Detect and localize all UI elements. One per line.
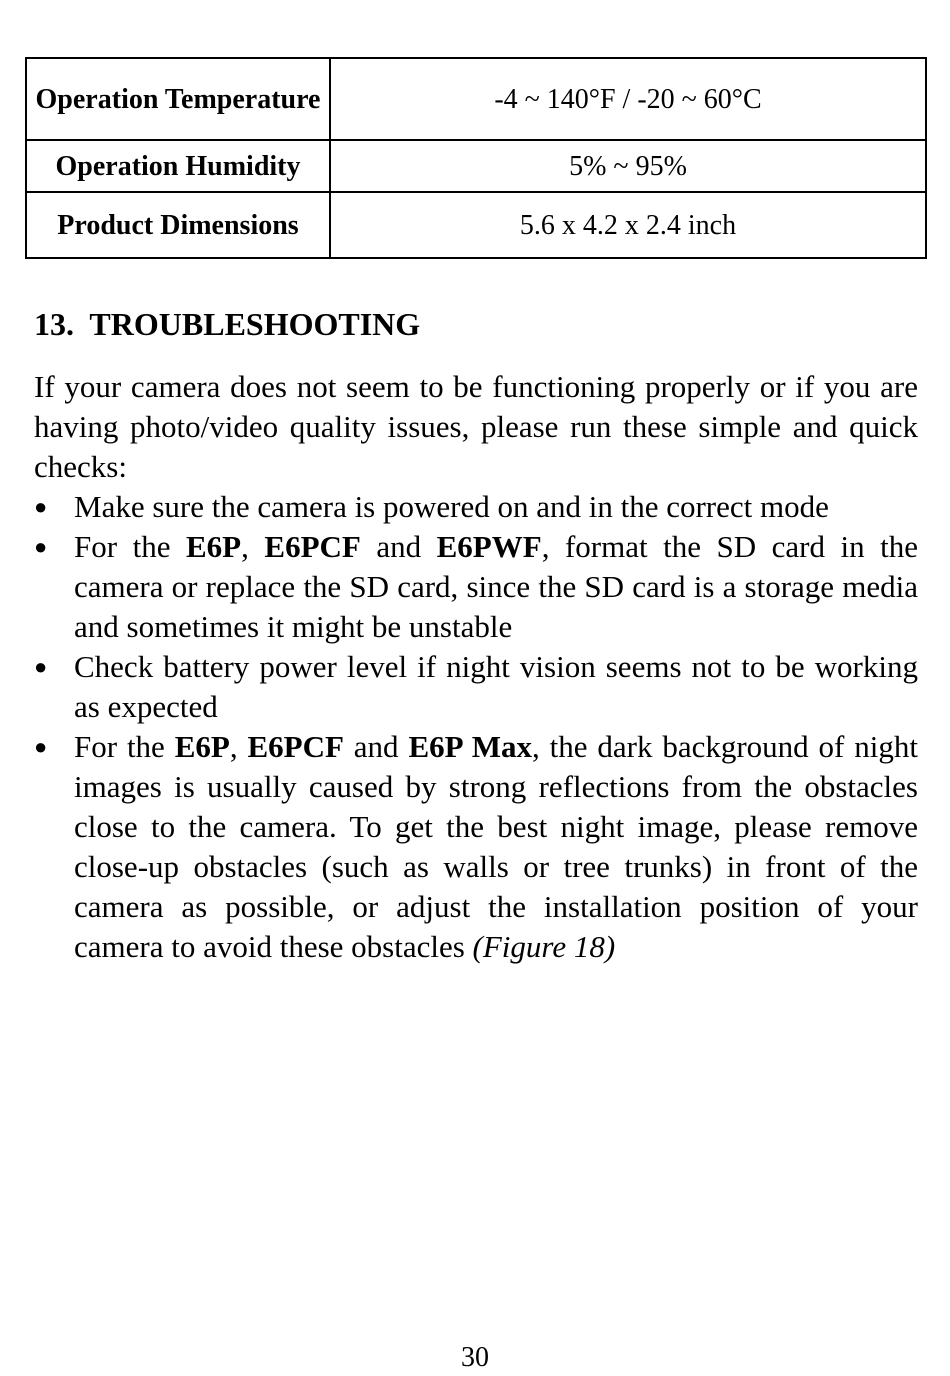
section-number: 13. — [34, 306, 74, 342]
bullet-icon: ● — [34, 734, 48, 759]
spec-label: Operation Temperature — [26, 58, 330, 140]
spec-value: 5.6 x 4.2 x 2.4 inch — [330, 192, 926, 258]
spec-label: Product Dimensions — [26, 192, 330, 258]
troubleshooting-content — [34, 367, 918, 967]
spec-row-product-dimensions — [26, 192, 926, 258]
checks-list — [34, 487, 918, 967]
check-text: Check battery power level if night vision seems not to be working as expected — [74, 649, 918, 724]
list-item — [34, 487, 918, 527]
bullet-icon: ● — [34, 654, 48, 679]
spec-row-operation-humidity — [26, 140, 926, 192]
spec-row-operation-temperature — [26, 58, 926, 140]
model-name: E6P — [174, 729, 230, 764]
section-heading — [34, 304, 420, 344]
list-item — [34, 727, 918, 967]
spec-value: 5% ~ 95% — [330, 140, 926, 192]
specifications-table — [25, 57, 927, 259]
model-name: E6PCF — [264, 529, 361, 564]
check-text: For the E6P, E6PCF and E6P Max, the dark background of night images is usually caused by strong reflections from the obstacles close to the camera. To get the best night image, please remove close-up obstacles (such as walls or tree trunks) in front of the camera as possible, or adjust the installation position of your camera to avoid these obstacles (Figure 18) — [74, 729, 918, 964]
figure-reference: (Figure 18) — [472, 929, 616, 964]
model-name: E6P — [185, 529, 242, 564]
section-title: TROUBLESHOOTING — [89, 306, 421, 342]
page-number: 30 — [461, 1342, 489, 1373]
intro-paragraph: If your camera does not seem to be functioning properly or if you are having photo/video quality issues, please run these simple and quick checks: — [34, 369, 918, 484]
model-name: E6PCF — [247, 729, 344, 764]
list-item — [34, 647, 918, 727]
model-name: E6PWF — [436, 529, 542, 564]
check-text: For the E6P, E6PCF and E6PWF, format the SD card in the camera or replace the SD card, since the SD card is a storage media and sometimes it might be unstable — [74, 529, 919, 644]
bullet-icon: ● — [34, 534, 48, 559]
spec-value: -4 ~ 140°F / -20 ~ 60°C — [330, 58, 926, 140]
check-text: Make sure the camera is powered on and in the correct mode — [74, 489, 829, 524]
list-item — [34, 527, 918, 647]
bullet-icon: ● — [34, 494, 48, 519]
spec-label: Operation Humidity — [26, 140, 330, 192]
model-name: E6P Max — [408, 729, 532, 764]
